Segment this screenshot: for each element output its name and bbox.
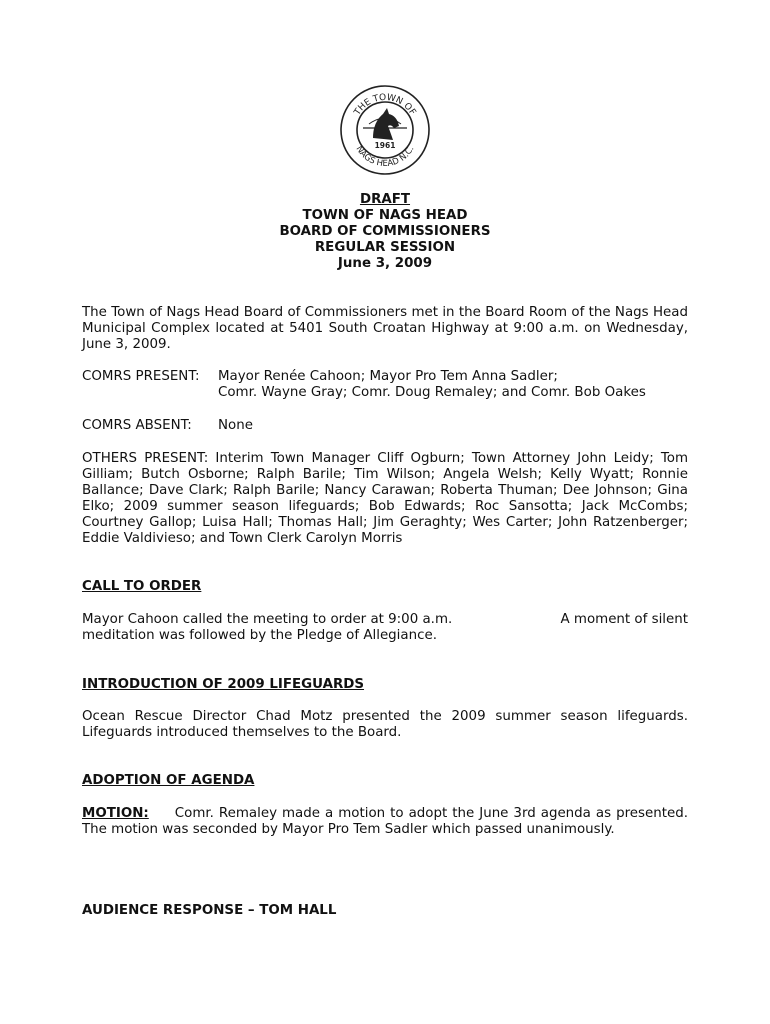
call-to-order-heading: CALL TO ORDER: [82, 579, 202, 594]
lifeguards-paragraph: Ocean Rescue Director Chad Motz presented the 2009 summer season lifeguards. Lifeguards introduced themselves to the Board.: [82, 709, 688, 740]
call-to-order-text-a: Mayor Cahoon called the meeting to order at 9:00 a.m.: [82, 612, 453, 627]
present-row: [82, 369, 688, 401]
motion-label: MOTION:: [82, 806, 149, 821]
others-present-paragraph: OTHERS PRESENT: Interim Town Manager Cliff Ogburn; Town Attorney John Leidy; Tom Gilliam; Butch Osborne; Ralph Barile; Tim Wilson; Angela Welsh; Kelly Wyatt; Ronnie Ballance; Dave Clark; Ralph Barile; Nancy Carawan; Roberta Thuman; Dee Johnson; Gina Elko; 2009 summer season lifeguards; Bob Edwards; Roc Sansotta; Jack McCombs; Courtney Gallop; Luisa Hall; Thomas Hall; Jim Geraghty; Wes Carter; John Ratzenberger; Eddie Valdivieso; and Town Clerk Carolyn Morris: [82, 451, 688, 546]
absent-value: None: [218, 418, 253, 433]
svg-text:THE TOWN OF: THE TOWN OF: [352, 92, 418, 118]
present-line-1: Mayor Renée Cahoon; Mayor Pro Tem Anna Sadler;: [218, 369, 558, 384]
call-to-order-text-b: A moment of silent: [560, 612, 688, 627]
absent-row: [82, 418, 688, 434]
present-line-2: Comr. Wayne Gray; Comr. Doug Remaley; and Comr. Bob Oakes: [218, 385, 646, 400]
svg-text:1961: 1961: [374, 141, 396, 150]
lifeguards-heading: INTRODUCTION OF 2009 LIFEGUARDS: [82, 677, 365, 692]
draft-label: DRAFT: [359, 192, 411, 207]
call-to-order-paragraph: [82, 612, 688, 644]
header-board: BOARD OF COMMISSIONERS: [279, 224, 491, 239]
header-town: TOWN OF NAGS HEAD: [302, 208, 468, 223]
document-header: [0, 192, 770, 272]
call-to-order-text-c: meditation was followed by the Pledge of Allegiance.: [82, 628, 437, 643]
agenda-heading: ADOPTION OF AGENDA: [82, 773, 255, 788]
agenda-motion-text: Comr. Remaley made a motion to adopt the June 3rd agenda as presented. The motion was seconded by Mayor Pro Tem Sadler which passed unanimously.: [82, 806, 688, 837]
present-label: COMRS PRESENT:: [82, 369, 200, 384]
svg-text:NAGS HEAD N.C.: NAGS HEAD N.C.: [353, 144, 417, 170]
intro-paragraph: The Town of Nags Head Board of Commissioners met in the Board Room of the Nags Head Municipal Complex located at 5401 South Croatan Highway at 9:00 a.m. on Wednesday, June 3, 2009.: [82, 305, 688, 352]
agenda-paragraph: [82, 806, 688, 838]
header-session: REGULAR SESSION: [314, 240, 456, 255]
town-seal-logo: [339, 84, 431, 176]
header-date: June 3, 2009: [337, 256, 433, 271]
absent-label: COMRS ABSENT:: [82, 418, 192, 433]
audience-response-heading: AUDIENCE RESPONSE – TOM HALL: [82, 903, 337, 918]
